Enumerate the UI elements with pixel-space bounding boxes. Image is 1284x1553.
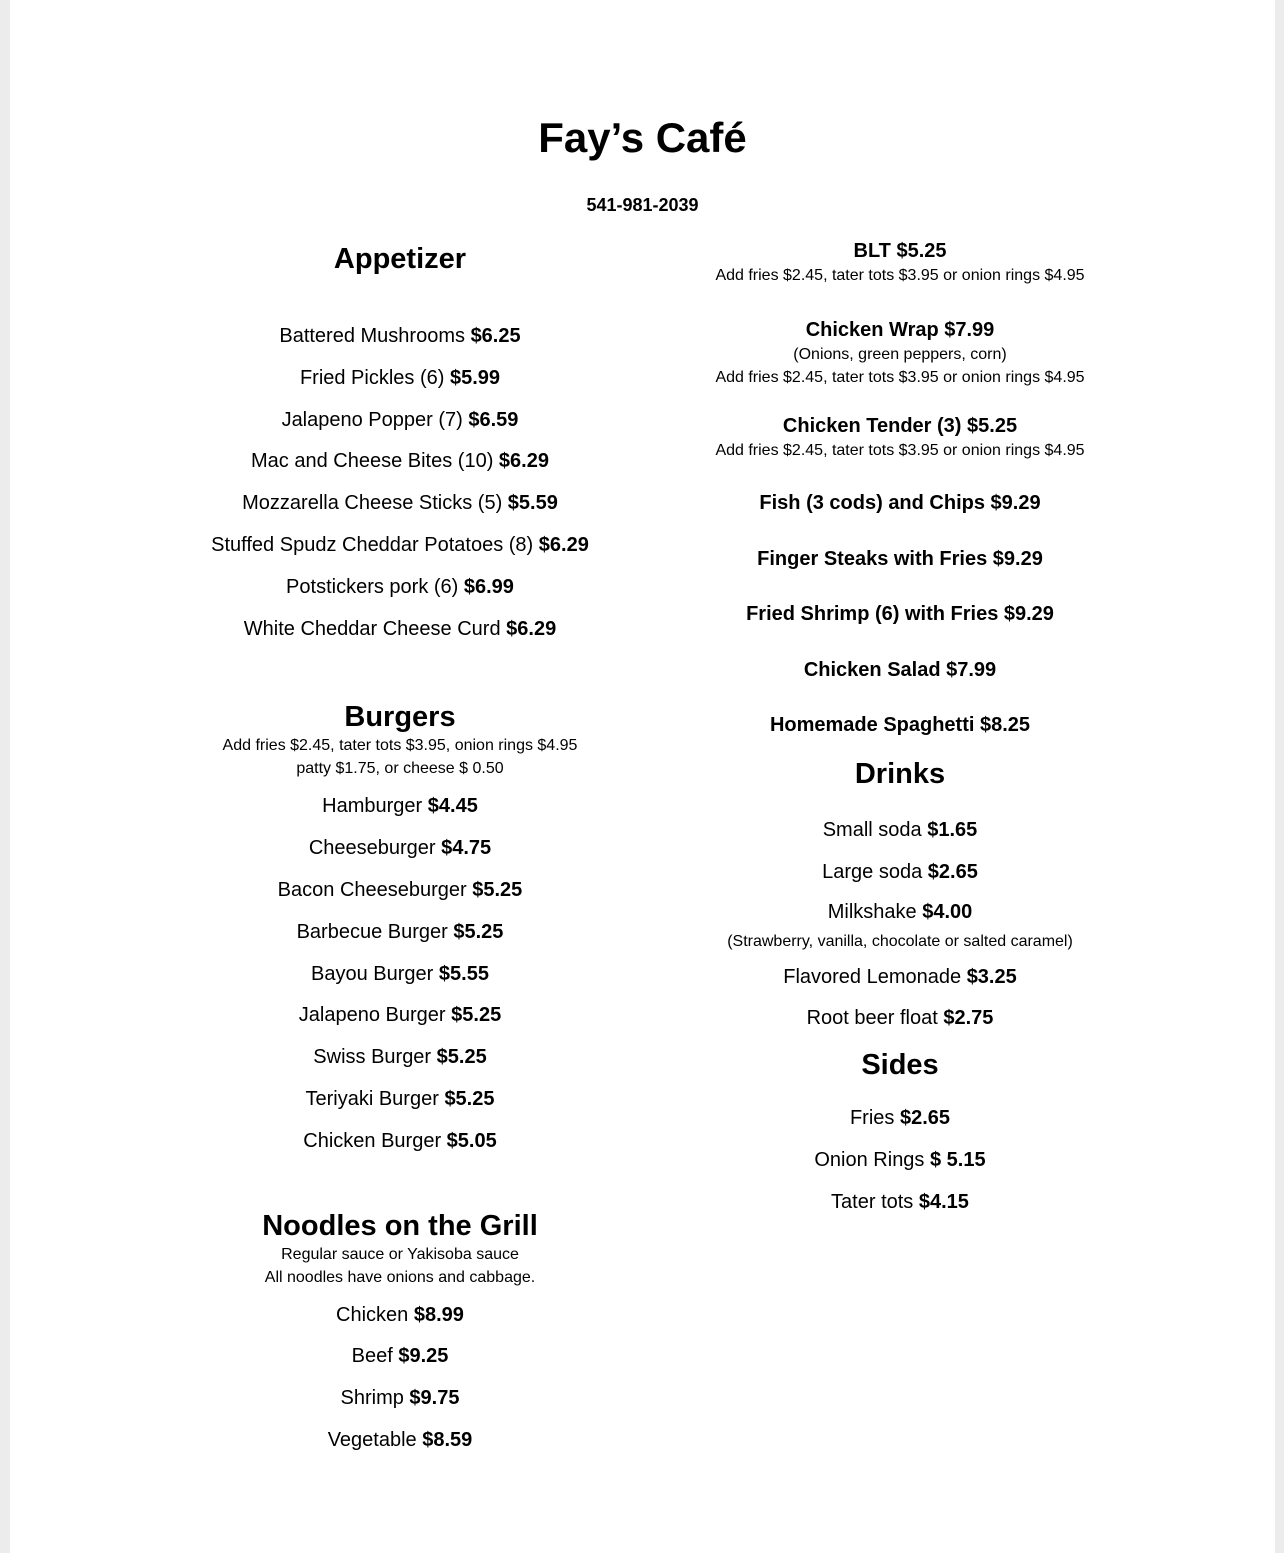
drink-item: Milkshake $4.00	[827, 900, 973, 923]
page-title: Fay’s Café	[538, 114, 747, 161]
noodles-note: Regular sauce or Yakisoba sauce	[281, 1245, 519, 1263]
entree-chicken-salad: Chicken Salad $7.99	[803, 658, 997, 681]
entree-title: Chicken Wrap $7.99	[805, 319, 995, 341]
drinks-list	[650, 810, 1150, 1040]
right-column	[650, 238, 1150, 1224]
appetizer-heading: Appetizer	[333, 243, 467, 275]
entree-chicken-tender	[650, 413, 1150, 462]
entree-blt	[650, 238, 1150, 287]
drinks-heading: Drinks	[854, 758, 946, 790]
noodles-heading: Noodles on the Grill	[262, 1209, 538, 1242]
drink-item: Flavored Lemonade $3.25	[783, 965, 1017, 988]
burger-item: Hamburger $4.45	[322, 795, 478, 818]
appetizer-item: Mac and Cheese Bites (10) $6.29	[251, 450, 549, 473]
burgers-note: Add fries $2.45, tater tots $3.95, onion rings $4.95	[222, 737, 578, 755]
entree-chicken-wrap	[650, 317, 1150, 389]
appetizer-item: Mozzarella Cheese Sticks (5) $5.59	[242, 492, 558, 515]
appetizer-item: Fried Pickles (6) $5.99	[299, 366, 501, 389]
drink-item: Root beer float $2.75	[806, 1007, 994, 1030]
burgers-note: patty $1.75, or cheese $ 0.50	[296, 760, 504, 778]
burger-item: Swiss Burger $5.25	[313, 1046, 487, 1069]
entree-note: Add fries $2.45, tater tots $3.95 or onion rings $4.95	[715, 442, 1085, 459]
side-item: Fries $2.65	[849, 1107, 951, 1130]
left-column	[200, 240, 600, 1462]
burger-item: Cheeseburger $4.75	[308, 837, 492, 860]
noodle-item: Shrimp $9.75	[340, 1387, 460, 1410]
entree-fish: Fish (3 cods) and Chips $9.29	[759, 492, 1041, 514]
entree-spaghetti: Homemade Spaghetti $8.25	[769, 714, 1031, 736]
entree-note: Add fries $2.45, tater tots $3.95 or onion rings $4.95	[715, 267, 1085, 284]
burger-item: Jalapeno Burger $5.25	[298, 1004, 502, 1027]
entree-title: BLT $5.25	[853, 240, 947, 262]
appetizer-item: White Cheddar Cheese Curd $6.29	[243, 617, 557, 640]
entree-note: (Onions, green peppers, corn)	[793, 346, 1007, 363]
noodle-item: Vegetable $8.59	[327, 1428, 473, 1451]
noodles-list	[200, 1295, 600, 1462]
drink-item: Small soda $1.65	[822, 819, 978, 841]
appetizer-item: Potstickers pork (6) $6.99	[286, 575, 514, 598]
burger-item: Bacon Cheeseburger $5.25	[277, 878, 523, 901]
appetizer-item: Jalapeno Popper (7) $6.59	[281, 408, 519, 431]
side-item: Tater tots $4.15	[831, 1190, 969, 1213]
entree-finger-steaks: Finger Steaks with Fries $9.29	[757, 547, 1043, 570]
noodle-item: Chicken $8.99	[336, 1303, 464, 1326]
side-item: Onion Rings $ 5.15	[814, 1148, 986, 1171]
noodle-item: Beef $9.25	[351, 1345, 449, 1368]
phone-number: 541-981-2039	[586, 195, 699, 215]
sides-list	[650, 1098, 1150, 1223]
burger-item: Bayou Burger $5.55	[311, 962, 489, 985]
sides-heading: Sides	[861, 1049, 939, 1082]
milkshake-note: (Strawberry, vanilla, chocolate or salted caramel)	[727, 932, 1073, 950]
appetizer-item: Battered Mushrooms $6.25	[279, 325, 521, 347]
drink-item: Large soda $2.65	[822, 860, 978, 883]
entree-title: Chicken Tender (3) $5.25	[782, 415, 1018, 437]
burgers-heading: Burgers	[344, 701, 456, 734]
entree-fried-shrimp: Fried Shrimp (6) with Fries $9.29	[746, 603, 1054, 625]
appetizer-list	[200, 316, 600, 650]
entree-note: Add fries $2.45, tater tots $3.95 or onion rings $4.95	[715, 369, 1085, 386]
burger-item: Teriyaki Burger $5.25	[305, 1087, 495, 1110]
noodles-note: All noodles have onions and cabbage.	[264, 1268, 536, 1286]
burgers-list	[200, 786, 600, 1162]
burger-item: Barbecue Burger $5.25	[296, 920, 504, 943]
appetizer-item: Stuffed Spudz Cheddar Potatoes (8) $6.29	[211, 533, 589, 556]
menu-page	[10, 0, 1275, 1553]
burger-item: Chicken Burger $5.05	[303, 1129, 497, 1152]
